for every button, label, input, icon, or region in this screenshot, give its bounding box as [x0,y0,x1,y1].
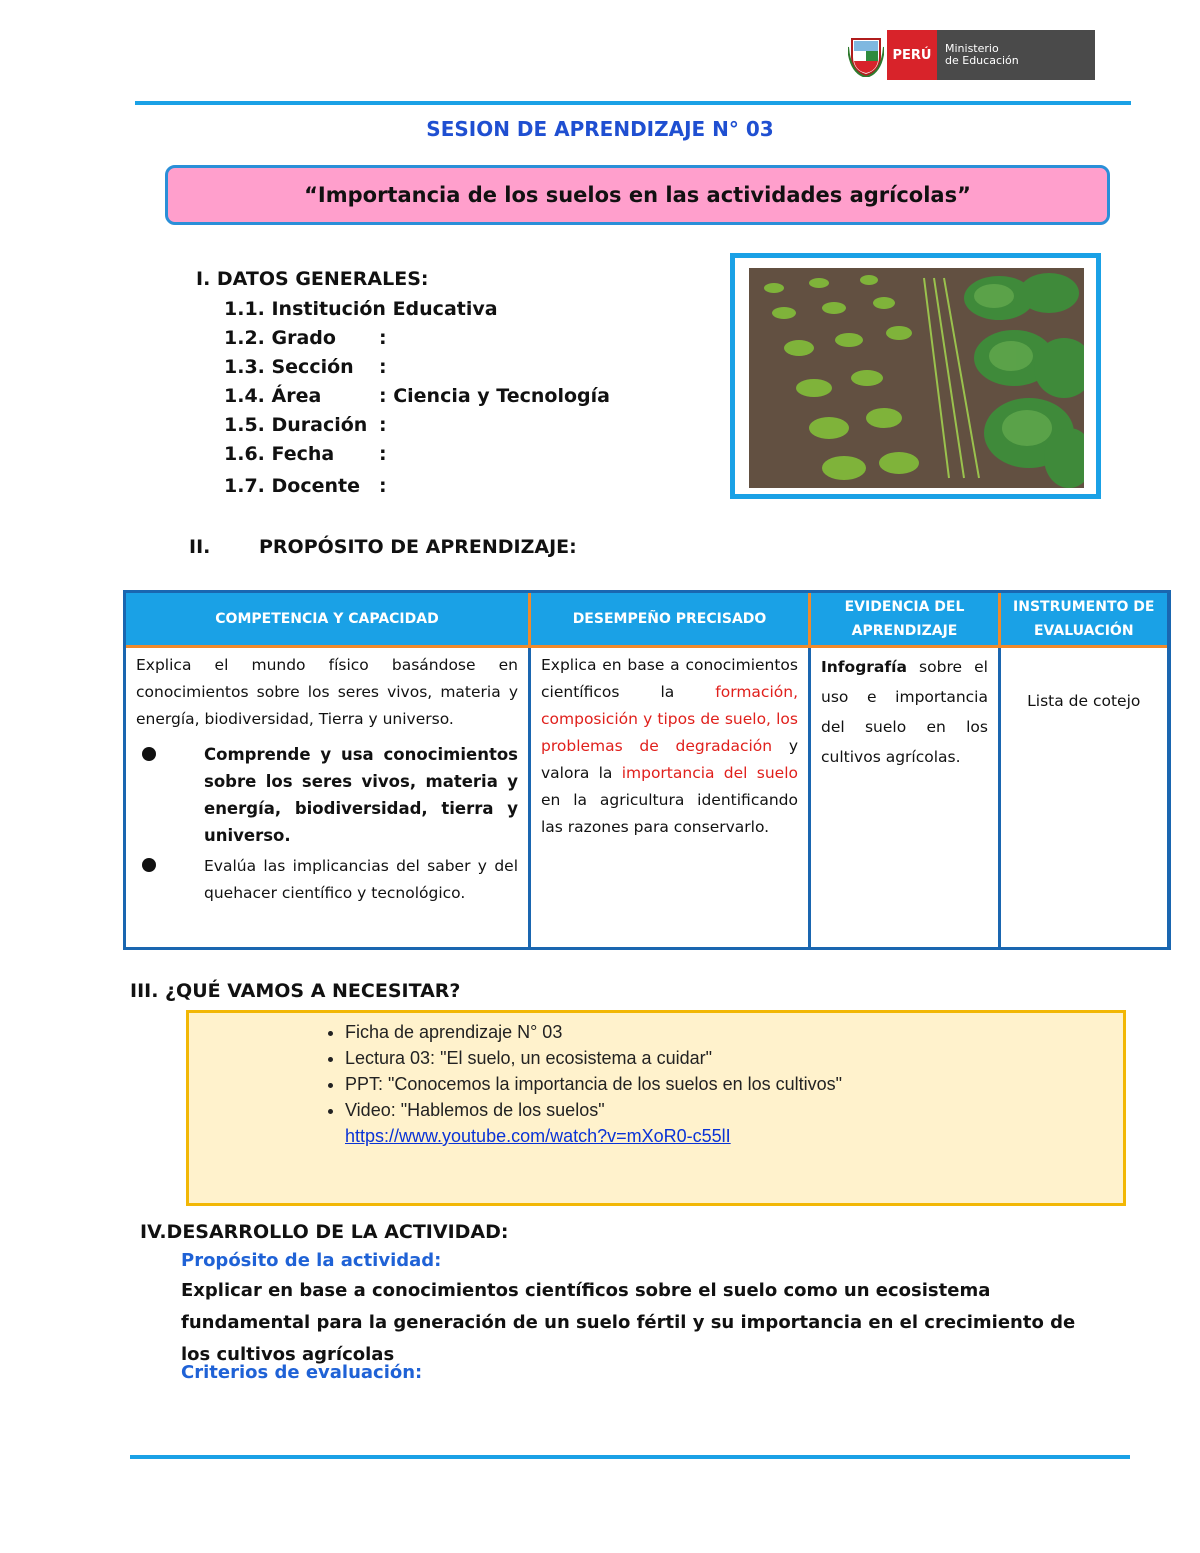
datos-item [224,298,610,327]
cell-evidencia [810,647,1000,949]
proposito-heading: PROPÓSITO DE APRENDIZAJE: [259,536,577,558]
list-item: • PPT: "Conocemos la importancia de los suelos en los cultivos" [345,1071,1123,1097]
capacidad-item [142,741,518,849]
datos-value: : [379,327,387,349]
datos-label: 1.5. Duración [224,414,368,436]
datos-item [224,385,610,414]
bullet-icon [142,747,156,761]
cell-desempeno [530,647,810,949]
header-instrumento: INSTRUMENTO DE EVALUACIÓN [1000,592,1169,647]
competencia-text: Explica el mundo físico basándose en conocimientos sobre los seres vivos, materia y energía, biodiversidad, Tierra y universo. [136,656,518,728]
table-header-row [125,592,1169,647]
desempeno-text: en la agricultura identificando las razones para conservarlo. [541,791,798,836]
header-competencia: COMPETENCIA Y CAPACIDAD [125,592,530,647]
crop-field-image [749,268,1084,488]
datos-item [224,443,610,475]
materials-box [186,1010,1126,1206]
desempeno-text: Explica en base a conocimientos científicos la [541,656,798,701]
datos-heading: I. DATOS GENERALES: [196,268,429,290]
datos-item [224,414,610,443]
theme-title: “Importancia de los suelos en las actividades agrícolas” [304,183,971,207]
minedu-logo [845,30,1095,80]
datos-value: : [379,443,387,465]
capacidad-item [142,853,518,907]
datos-label: 1.6. Fecha [224,443,335,465]
bullet-icon [142,858,156,872]
proposito-actividad-label: Propósito de la actividad: [181,1250,442,1271]
ministry-line2: de Educación [945,54,1019,67]
capacidad-text: Comprende y usa conocimientos sobre los seres vivos, materia y energía, biodiversidad, tierra y universo. [204,745,518,845]
ministry-label [937,30,1095,80]
datos-list [224,298,610,504]
datos-value: : [379,356,387,378]
desarrollo-heading: IV.DESARROLLO DE LA ACTIVIDAD: [140,1221,509,1243]
session-title: SESION DE APRENDIZAJE N° 03 [426,117,774,141]
header-desempeno: DESEMPEÑO PRECISADO [530,592,810,647]
datos-label: 1.7. Docente [224,475,360,497]
instrumento-text: Lista de cotejo [1027,692,1141,710]
materials-list [189,1019,1123,1149]
criterios-label: Criterios de evaluación: [181,1362,423,1383]
list-item: • Lectura 03: "El suelo, un ecosistema a cuidar" [345,1045,1123,1071]
bottom-divider [130,1455,1130,1459]
top-divider [135,101,1131,105]
cell-competencia [125,647,530,949]
desempeno-highlight: importancia del suelo [621,764,798,782]
capacidad-text: Evalúa las implicancias del saber y del quehacer científico y tecnológico. [204,857,518,902]
theme-title-box [165,165,1110,225]
desempeno-text: y valora la [541,737,798,782]
cell-instrumento [1000,647,1169,949]
datos-item [224,475,610,504]
datos-label: 1.3. Sección [224,356,354,378]
video-link[interactable]: https://www.youtube.com/watch?v=mXoR0-c55lI [345,1126,731,1146]
proposito-table [123,590,1171,950]
evidencia-text: sobre el uso e importancia del suelo en los cultivos agrícolas. [821,658,988,766]
proposito-num: II. [189,536,211,558]
proposito-actividad-text: Explicar en base a conocimientos científicos sobre el suelo como un ecosistema fundamental para la generación de un suelo fértil y su importancia en el crecimiento de los cultivos agrícolas [181,1280,1076,1365]
datos-value: : Ciencia y Tecnología [379,385,610,407]
datos-item [224,327,610,356]
datos-label: 1.1. Institución Educativa [224,298,498,320]
crop-photo-frame [730,253,1101,499]
datos-value: : [379,475,387,497]
evidencia-bold: Infografía [821,658,907,676]
list-item [345,1097,1123,1149]
datos-label: 1.2. Grado [224,327,336,349]
list-item: • Ficha de aprendizaje N° 03 [345,1019,1123,1045]
datos-item [224,356,610,385]
necesitar-heading: III. ¿QUÉ VAMOS A NECESITAR? [130,980,461,1002]
desempeno-highlight: formación, composición y tipos de suelo, los problemas de degradación [541,683,798,755]
coat-of-arms-icon [845,30,887,80]
header-evidencia: EVIDENCIA DEL APRENDIZAJE [810,592,1000,647]
peru-label: PERÚ [887,30,937,80]
datos-value: : [379,414,387,436]
video-label: Video: "Hablemos de los suelos" [345,1100,605,1120]
datos-label: 1.4. Área [224,385,322,407]
table-row [125,647,1169,949]
ministry-line1: Ministerio [945,42,999,55]
